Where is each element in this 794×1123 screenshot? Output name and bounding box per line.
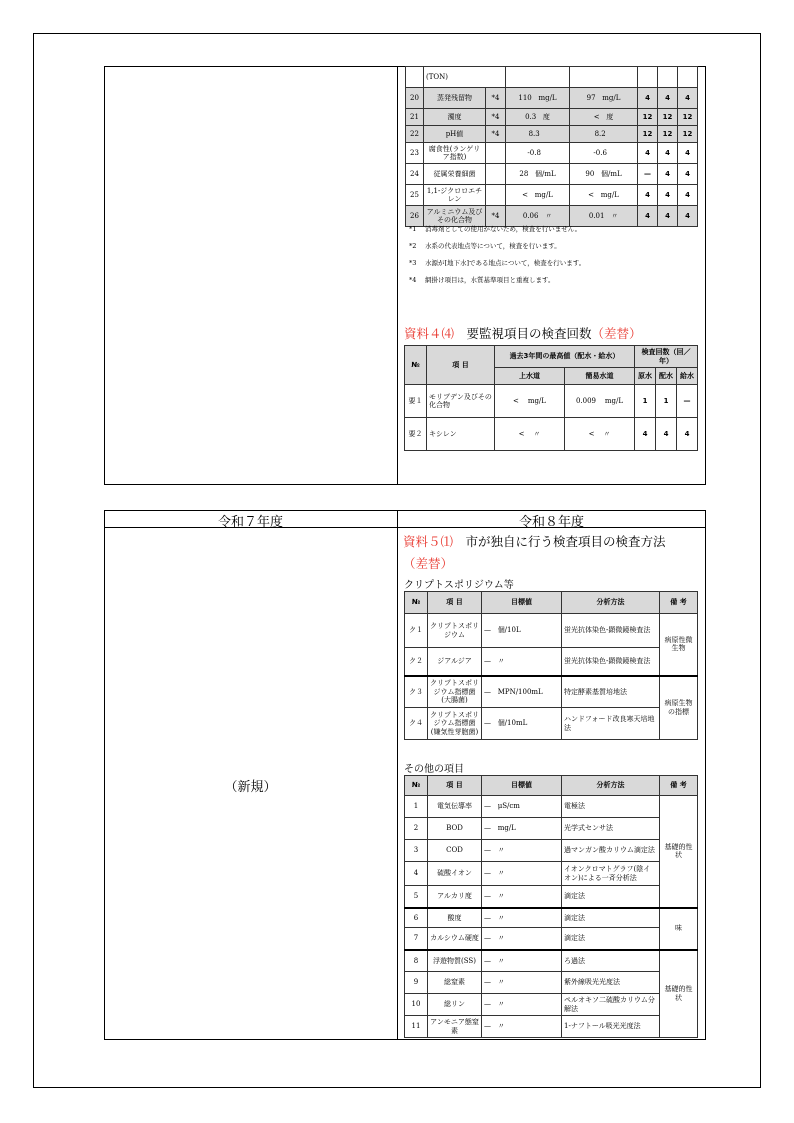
table-cell: 4 [638, 185, 658, 206]
target-cell: — 〃 [482, 886, 562, 908]
table-cell: 12 [678, 126, 698, 143]
table-row [405, 908, 698, 928]
table-row [405, 1016, 698, 1038]
table-cell: 4 [638, 143, 658, 164]
table-cell: *4 [486, 126, 506, 143]
table-cell: 滴定法 [562, 908, 660, 928]
note-4: *4 網掛け項目は，水質基準項目と重複します。 [409, 276, 555, 284]
table-cell: アルカリ度 [428, 886, 482, 908]
table-cell: アルミニウム及びその化合物 [424, 206, 486, 227]
target-cell: — 〃 [482, 840, 562, 862]
table-cell: 4 [677, 418, 698, 451]
table-cell: ペルオキソ二硫酸カリウム分解法 [562, 994, 660, 1016]
value-cell: < mg/L [506, 185, 570, 206]
table-row [405, 614, 698, 648]
table-cell: 4 [678, 88, 698, 109]
table-row [405, 886, 698, 908]
other-table: № 項 目 目標値 分析方法 備 考 1 電気伝導率 — μS/cm 電極法 基礎的性状 2 BOD — mg/L 光学式センサ法 3 COD — 〃 過マンガン酸カリウム滴定法 4 硫酸イオン — 〃 イオンクロマトグラフ(陰イオン)による一斉分析法 5 アルカリ度 — 〃 滴定法 6 酸度 — 〃 滴定法 味 7 カルシウム硬度 — 〃 滴定法 8 浮遊物質(SS) — 〃 ろ過法 基礎的性状 9 総窒素 — 〃 紫外線吸光光度法 10 総リン — 〃 ペルオキソ二硫酸カリウム分解法 11 アンモニア態窒素 — 〃 1-ナフトール吸光光度法 [404, 775, 698, 1038]
table-cell: 浮遊物質(SS) [428, 950, 482, 972]
table-cell: 1 [635, 385, 656, 418]
table-cell: 要２ [405, 418, 427, 451]
value-cell: < 〃 [495, 418, 565, 451]
table-cell: 5 [405, 886, 428, 908]
table-row [406, 88, 698, 109]
table-row [405, 972, 698, 994]
table-cell: クリプトスポリジウム [428, 614, 482, 648]
table-cell: 8 [405, 950, 428, 972]
table-cell: 味 [660, 908, 698, 950]
top-table [405, 66, 698, 227]
table-cell: 光学式センサ法 [562, 818, 660, 840]
table-cell: 4 [658, 206, 678, 227]
table-cell: クリプトスポリジウム指標菌(嫌気性芽胞菌) [428, 708, 482, 740]
table-cell: 濁度 [424, 109, 486, 126]
table-cell: 1,1-ジクロロエチレン [424, 185, 486, 206]
table-cell: 1 [656, 385, 677, 418]
table-cell: 25 [406, 185, 424, 206]
table-cell: ク１ [405, 614, 428, 648]
table-cell: ク４ [405, 708, 428, 740]
table-cell: 6 [405, 908, 428, 928]
left-year-header: 令和７年度 [217, 515, 283, 530]
table-cell: 23 [406, 143, 424, 164]
table-cell: ハンドフォード改良寒天培地法 [562, 708, 660, 740]
value-cell: < 〃 [565, 418, 635, 451]
table-cell: 要１ [405, 385, 427, 418]
table-cell: 12 [658, 126, 678, 143]
table-cell: 4 [638, 88, 658, 109]
value-cell: -0.8 [506, 143, 570, 164]
table-cell [486, 185, 506, 206]
upper-divider [397, 66, 398, 485]
table-cell: BOD [428, 818, 482, 840]
table-cell: 蛍光抗体染色-顕微鏡検査法 [562, 648, 660, 676]
table-cell: 2 [405, 818, 428, 840]
table-cell: 21 [406, 109, 424, 126]
target-cell: — 〃 [482, 928, 562, 950]
section4-title: 資料４⑷ 要監視項目の検査回数（差替） [404, 326, 642, 341]
table-cell: アンモニア態窒素 [428, 1016, 482, 1038]
table-row [405, 418, 698, 451]
target-cell: — 〃 [482, 862, 562, 886]
value-cell: 8.3 [506, 126, 570, 143]
table-cell: 4 [678, 185, 698, 206]
table-row [405, 950, 698, 972]
value-cell: 8.2 [570, 126, 638, 143]
table-cell: 12 [638, 126, 658, 143]
table-row [405, 928, 698, 950]
note-1: *1 消毒剤としての使用がないため，検査を行いません。 [409, 225, 582, 233]
table-row [405, 840, 698, 862]
table-cell: 総リン [428, 994, 482, 1016]
table-cell: 滴定法 [562, 928, 660, 950]
table-cell: 4 [678, 206, 698, 227]
table-cell: 10 [405, 994, 428, 1016]
table-cell: — [677, 385, 698, 418]
table-cell: 4 [678, 143, 698, 164]
target-cell: — 〃 [482, 994, 562, 1016]
table-cell: 過マンガン酸カリウム滴定法 [562, 840, 660, 862]
table-cell: カルシウム硬度 [428, 928, 482, 950]
table-cell: 26 [406, 206, 424, 227]
table-cell: *4 [486, 88, 506, 109]
table-cell: *4 [486, 109, 506, 126]
table-cell: ろ過法 [562, 950, 660, 972]
table-cell: 11 [405, 1016, 428, 1038]
table-row [406, 143, 698, 164]
target-cell: — mg/L [482, 818, 562, 840]
table-cell: ク３ [405, 676, 428, 708]
monitoring-table: № 項 目 過去3年間の最高値（配水・給水） 検査回数（回／年） 上水道 簡易水道 原水 配水 給水 要１ モリブデン及びその化合物 < mg/L 0.009 mg/L 1 1 — 要２ キシレン < 〃 < 〃 4 4 4 [404, 345, 698, 451]
table-cell: 20 [406, 88, 424, 109]
other-subtitle: その他の項目 [404, 764, 464, 775]
value-cell: < 度 [570, 109, 638, 126]
table-cell: 滴定法 [562, 886, 660, 908]
table-cell: 1-ナフトール吸光光度法 [562, 1016, 660, 1038]
table-row [406, 164, 698, 185]
table-row [405, 796, 698, 818]
table-cell: 酸度 [428, 908, 482, 928]
table-cell: 7 [405, 928, 428, 950]
table-row [405, 708, 698, 740]
table-cell: 基礎的性状 [660, 796, 698, 908]
table-row [405, 818, 698, 840]
table-cell: 4 [638, 206, 658, 227]
table-cell: 4 [658, 143, 678, 164]
table-row: (TON) [406, 67, 698, 88]
table-row [405, 676, 698, 708]
table-cell: 3 [405, 840, 428, 862]
value-cell: 97 mg/L [570, 88, 638, 109]
lower-divider [397, 510, 398, 1040]
table-row [405, 994, 698, 1016]
table-cell: 22 [406, 126, 424, 143]
value-cell: 0.01 〃 [570, 206, 638, 227]
target-cell: — 〃 [482, 972, 562, 994]
table-cell: ク２ [405, 648, 428, 676]
table-cell: 9 [405, 972, 428, 994]
table-cell: 4 [656, 418, 677, 451]
table-cell: 4 [658, 164, 678, 185]
table-row [405, 648, 698, 676]
target-cell: — 〃 [482, 1016, 562, 1038]
value-cell: < mg/L [570, 185, 638, 206]
table-cell: モリブデン及びその化合物 [427, 385, 495, 418]
table-cell: キシレン [427, 418, 495, 451]
table-row [405, 385, 698, 418]
table-cell: 4 [658, 88, 678, 109]
value-cell: 0.3 度 [506, 109, 570, 126]
target-cell: — 〃 [482, 950, 562, 972]
table-cell [486, 143, 506, 164]
section5-suffix: （差替） [403, 556, 454, 571]
value-cell: 0.009 mg/L [565, 385, 635, 418]
note-2: *2 水系の代表地点等について，検査を行います。 [409, 242, 561, 250]
table-cell: クリプトスポリジウム指標菌(大腸菌) [428, 676, 482, 708]
table-cell: 基礎的性状 [660, 950, 698, 1038]
table-cell: 24 [406, 164, 424, 185]
table-cell: 硫酸イオン [428, 862, 482, 886]
table-cell: — [638, 164, 658, 185]
crypto-table: № 項 目 目標値 分析方法 備 考 ク１ クリプトスポリジウム — 個/10L 蛍光抗体染色-顕微鏡検査法 病原性微生物 ク２ ジアルジア — 〃 蛍光抗体染色-顕微鏡検査法 ク３ クリプトスポリジウム指標菌(大腸菌) — MPN/100mL 特定酵素基質培地法 病原生物の指標 ク４ クリプトスポリジウム指標菌(嫌気性芽胞菌) — 個/10mL ハンドフォード改良寒天培地法 [404, 591, 698, 740]
table-cell: 特定酵素基質培地法 [562, 676, 660, 708]
table-cell: 腐食性(ランゲリア指数) [424, 143, 486, 164]
table-cell: 4 [678, 164, 698, 185]
table-cell: 4 [658, 185, 678, 206]
left-body-new: （新規） [224, 780, 277, 795]
target-cell: — 〃 [482, 908, 562, 928]
target-cell: — MPN/100mL [482, 676, 562, 708]
right-year-header: 令和８年度 [518, 515, 584, 530]
table-row [406, 109, 698, 126]
table-cell: 4 [635, 418, 656, 451]
table-cell: 12 [638, 109, 658, 126]
section5-title: 資料５⑴ 市が独自に行う検査項目の検査方法 [403, 534, 666, 549]
value-cell: 90 個/mL [570, 164, 638, 185]
value-cell: < mg/L [495, 385, 565, 418]
value-cell: -0.6 [570, 143, 638, 164]
table-cell: 1 [405, 796, 428, 818]
value-cell: 0.06 〃 [506, 206, 570, 227]
note-3: *3 水源が[地下水]である地点について，検査を行います。 [409, 259, 586, 267]
table-row [406, 126, 698, 143]
table-cell: 12 [658, 109, 678, 126]
table-cell: 従属栄養細菌 [424, 164, 486, 185]
target-cell: — 〃 [482, 648, 562, 676]
table-cell: 蛍光抗体染色-顕微鏡検査法 [562, 614, 660, 648]
value-cell: 28 個/mL [506, 164, 570, 185]
crypto-subtitle: クリプトスポリジウム等 [404, 580, 514, 591]
table-cell: pH値 [424, 126, 486, 143]
table-cell: イオンクロマトグラフ(陰イオン)による一斉分析法 [562, 862, 660, 886]
table-cell: 総窒素 [428, 972, 482, 994]
target-cell: — μS/cm [482, 796, 562, 818]
table-cell: 12 [678, 109, 698, 126]
table-cell: 電極法 [562, 796, 660, 818]
table-cell: 病原性微生物 [660, 614, 698, 676]
table-cell [486, 164, 506, 185]
table-cell: ジアルジア [428, 648, 482, 676]
table-row [405, 862, 698, 886]
value-cell: 110 mg/L [506, 88, 570, 109]
table-row [406, 185, 698, 206]
table-cell: *4 [486, 206, 506, 227]
table-cell: 病原生物の指標 [660, 676, 698, 740]
target-cell: — 個/10mL [482, 708, 562, 740]
table-cell: COD [428, 840, 482, 862]
table-cell: 4 [405, 862, 428, 886]
target-cell: — 個/10L [482, 614, 562, 648]
table-cell: 電気伝導率 [428, 796, 482, 818]
table-cell: 紫外線吸光光度法 [562, 972, 660, 994]
table-cell: 蒸発残留物 [424, 88, 486, 109]
